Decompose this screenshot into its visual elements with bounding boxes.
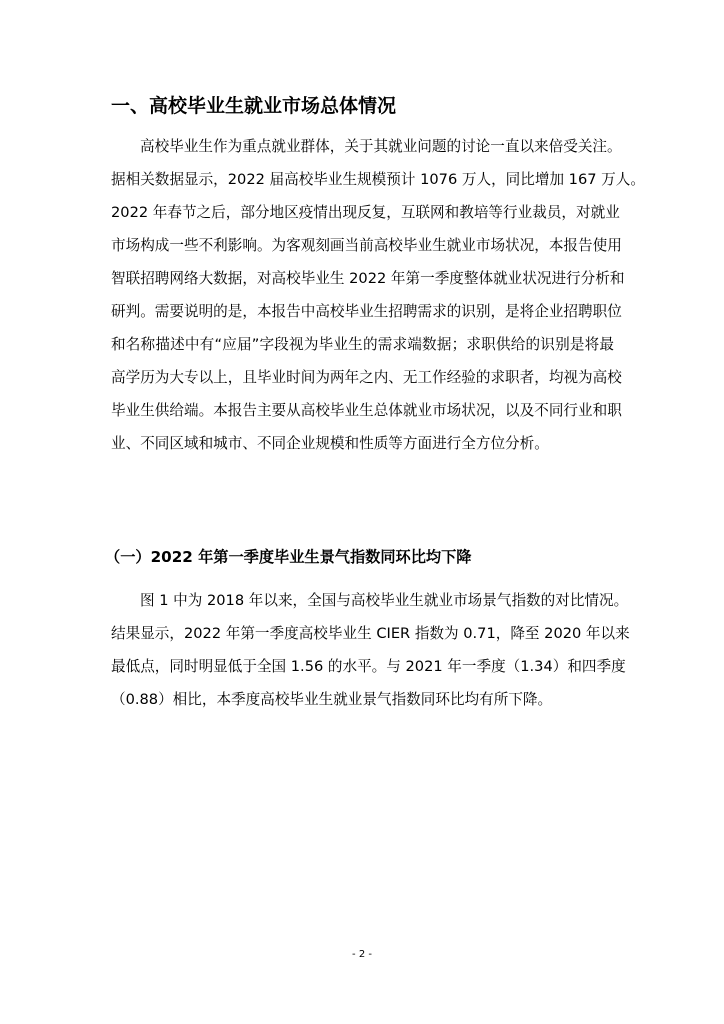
paragraph-line: 最低点，同时明显低于全国 1.56 的水平。与 2021 年一季度（1.34）和四季度 <box>111 658 626 675</box>
paragraph-line: （0.88）相比，本季度高校毕业生就业景气指数同环比均有所下降。 <box>111 691 553 708</box>
paragraph-line: 业、不同区域和城市、不同企业规模和性质等方面进行全方位分析。 <box>111 435 549 452</box>
paragraph-line: 结果显示，2022 年第一季度高校毕业生 CIER 指数为 0.71，降至 2020 年以来 <box>111 625 630 642</box>
subsection-paragraph <box>111 584 630 716</box>
paragraph-line: 据相关数据显示，2022 届高校毕业生规模预计 1076 万人，同比增加 167 万人。 <box>111 171 645 188</box>
paragraph-line: 智联招聘网络大数据，对高校毕业生 2022 年第一季度整体就业状况进行分析和 <box>111 270 625 287</box>
paragraph-line: 研判。需要说明的是，本报告中高校毕业生招聘需求的识别，是将企业招聘职位 <box>111 303 622 320</box>
page-number: - 2 - <box>352 949 372 960</box>
paragraph-line: 高校毕业生作为重点就业群体，关于其就业问题的讨论一直以来倍受关注。 <box>140 138 622 155</box>
paragraph-line: 和名称描述中有“应届”字段视为毕业生的需求端数据；求职供给的识别是将最 <box>111 336 614 353</box>
paragraph-line: 高学历为大专以上，且毕业时间为两年之内、无工作经验的求职者，均视为高校 <box>111 369 622 386</box>
paragraph-line: 市场构成一些不利影响。为客观刻画当前高校毕业生就业市场状况，本报告使用 <box>111 237 622 254</box>
subsection-heading: （一）2022 年第一季度毕业生景气指数同环比均下降 <box>105 548 472 566</box>
paragraph-line: 图 1 中为 2018 年以来，全国与高校毕业生就业市场景气指数的对比情况。 <box>140 592 629 609</box>
section-heading: 一、高校毕业生就业市场总体情况 <box>111 95 397 117</box>
paragraph-line: 毕业生供给端。本报告主要从高校毕业生总体就业市场状况，以及不同行业和职 <box>111 402 622 419</box>
paragraph-line: 2022 年春节之后，部分地区疫情出现反复，互联网和教培等行业裁员，对就业 <box>111 204 620 221</box>
section-paragraph <box>111 130 645 460</box>
